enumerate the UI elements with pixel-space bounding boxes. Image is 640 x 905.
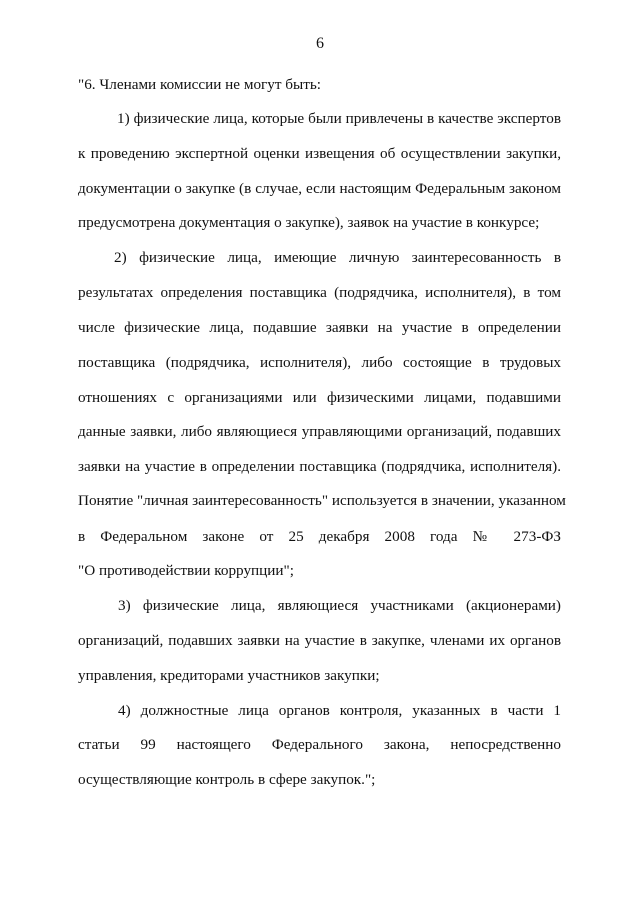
text-line: данные заявки, либо являющиеся управляющими организаций, подавших <box>78 423 561 440</box>
text-line: осуществляющие контроль в сфере закупок."; <box>78 771 376 788</box>
text-line: статьи 99 настоящего Федерального закона, непосредственно <box>78 736 561 753</box>
text-line: результатах определения поставщика (подрядчика, исполнителя), в том <box>78 284 561 301</box>
text-line: к проведению экспертной оценки извещения об осуществлении закупки, <box>78 145 561 162</box>
text-line: "О противодействии коррупции"; <box>78 562 294 579</box>
text-line: отношениях с организациями или физическими лицами, подавшими <box>78 389 561 406</box>
text-line: организаций, подавших заявки на участие в закупке, членами их органов <box>78 632 561 649</box>
text-line: 4) должностные лица органов контроля, указанных в части 1 <box>118 702 561 719</box>
text-line: поставщика (подрядчика, исполнителя), либо состоящие в трудовых <box>78 354 561 371</box>
text-line: 3) физические лица, являющиеся участниками (акционерами) <box>118 597 561 614</box>
text-line: 2) физические лица, имеющие личную заинтересованность в <box>114 249 561 266</box>
page-number: 6 <box>316 35 324 52</box>
text-line: документации о закупке (в случае, если настоящим Федеральным законом <box>78 180 561 197</box>
text-line: заявки на участие в определении поставщика (подрядчика, исполнителя). <box>78 458 561 475</box>
text-line: в Федеральном законе от 25 декабря 2008 года № 273-ФЗ <box>78 528 561 545</box>
text-line: управления, кредиторами участников закупки; <box>78 667 380 684</box>
text-line: Понятие "личная заинтересованность" используется в значении, указанном <box>78 492 566 509</box>
text-line: предусмотрена документация о закупке), заявок на участие в конкурсе; <box>78 214 540 231</box>
paragraph-heading: "6. Членами комиссии не могут быть: <box>78 76 322 93</box>
text-line: 1) физические лица, которые были привлечены в качестве экспертов <box>117 110 561 127</box>
text-line: числе физические лица, подавшие заявки на участие в определении <box>78 319 561 336</box>
